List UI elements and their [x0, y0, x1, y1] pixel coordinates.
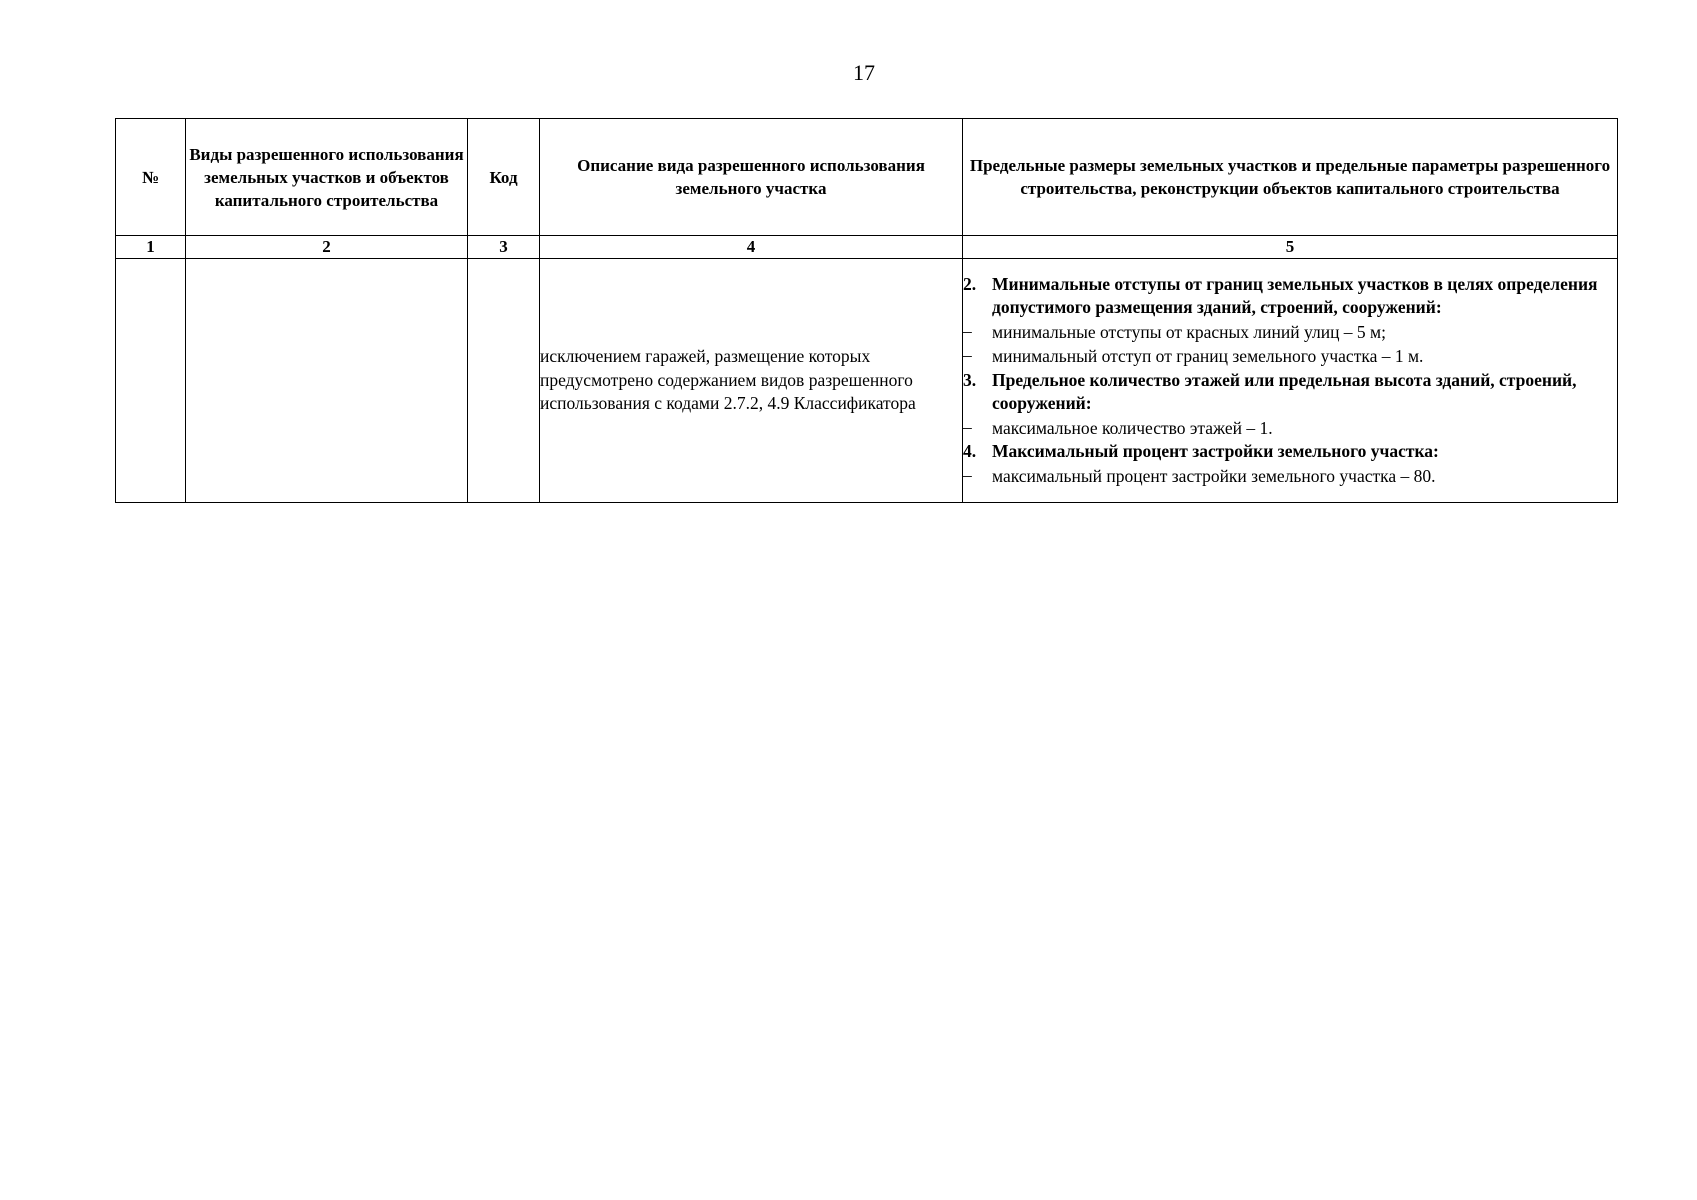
- list-item-marker: 2.: [963, 273, 977, 294]
- list-item-text: минимальные отступы от красных линий улиц – 5 м;: [992, 321, 1386, 342]
- column-number: 4: [540, 236, 963, 259]
- list-item-text: минимальный отступ от границ земельного участка – 1 м.: [992, 346, 1424, 367]
- column-number: 3: [468, 236, 540, 259]
- cell-number: [116, 259, 186, 503]
- header-code: Код: [468, 119, 540, 236]
- list-item-text: Предельное количество этажей или предельная высота зданий, строений, сооружений:: [992, 369, 1577, 414]
- list-item-text: максимальный процент застройки земельного участка – 80.: [992, 465, 1436, 486]
- column-number: 1: [116, 236, 186, 259]
- header-number: №: [116, 119, 186, 236]
- limits-list-item: [963, 320, 1617, 345]
- cell-code: [468, 259, 540, 503]
- limits-list-item: [963, 440, 1617, 464]
- land-use-table: [115, 118, 1618, 503]
- limits-list-item: [963, 464, 1617, 489]
- list-item-text: Минимальные отступы от границ земельных участков в целях определения допустимого размещения зданий, строений, сооружений:: [992, 273, 1598, 318]
- list-item-marker: –: [963, 320, 972, 341]
- limits-list-item: [963, 369, 1617, 416]
- column-number-row: [116, 236, 1618, 259]
- list-item-text: максимальное количество этажей – 1.: [992, 417, 1273, 438]
- header-use-type: Виды разрешенного использования земельных участков и объектов капитального строительства: [186, 119, 468, 236]
- table-header-row: [116, 119, 1618, 236]
- column-number: 5: [963, 236, 1618, 259]
- limits-list-item: [963, 416, 1617, 441]
- limits-list-item: [963, 273, 1617, 320]
- header-limits: Предельные размеры земельных участков и предельные параметры разрешенного строительства, реконструкции объектов капитального строительства: [963, 119, 1618, 236]
- column-number: 2: [186, 236, 468, 259]
- limits-list-item: [963, 344, 1617, 369]
- page-number: 17: [853, 60, 875, 85]
- list-item-marker: 3.: [963, 369, 977, 390]
- cell-description: исключением гаражей, размещение которых предусмотрено содержанием видов разрешенного использования с кодами 2.7.2, 4.9 Классификатора: [540, 259, 963, 503]
- list-item-text: Максимальный процент застройки земельного участка:: [992, 441, 1439, 462]
- list-item-marker: –: [963, 464, 972, 485]
- header-description: Описание вида разрешенного использования земельного участка: [540, 119, 963, 236]
- table-row: [116, 259, 1618, 503]
- list-item-marker: –: [963, 345, 972, 366]
- limits-list: [963, 273, 1617, 489]
- list-item-marker: 4.: [963, 441, 977, 462]
- list-item-marker: –: [963, 416, 972, 437]
- cell-limits: [963, 259, 1618, 503]
- cell-use-type: [186, 259, 468, 503]
